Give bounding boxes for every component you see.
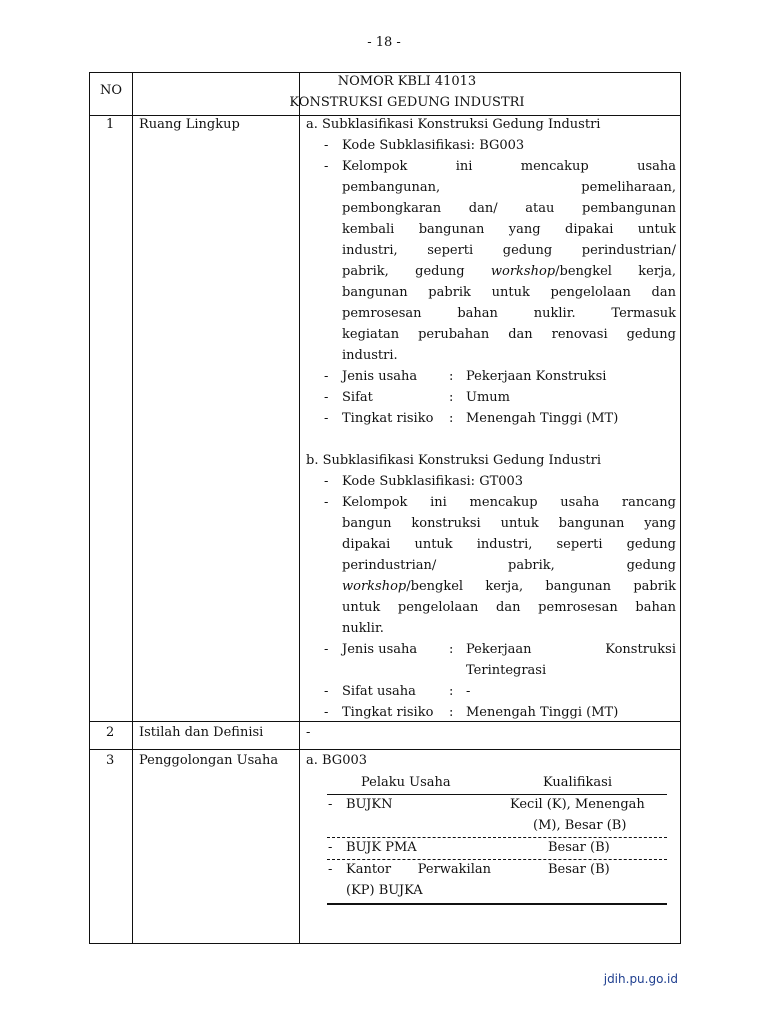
column-divider bbox=[132, 73, 133, 943]
section-a-desc-line: industri, seperti gedung perindustrian/ bbox=[342, 243, 676, 258]
column-divider bbox=[299, 73, 300, 943]
section-b-risiko-value: Menengah Tinggi (MT) bbox=[466, 705, 619, 720]
section-b-jenis-value-cont: Terintegrasi bbox=[466, 663, 547, 678]
section-b-desc-line: workshop/bengkel kerja, bangunan pabrik bbox=[342, 579, 676, 594]
row-label: Istilah dan Definisi bbox=[139, 725, 264, 740]
section-b-jenis-value: Pekerjaan Konstruksi bbox=[466, 642, 676, 657]
table-cell-pelaku: (KP) BUJKA bbox=[346, 883, 423, 898]
section-b-desc-line: Kelompok ini mencakup usaha rancang bbox=[342, 495, 676, 510]
table-cell-kualifikasi: (M), Besar (B) bbox=[533, 818, 627, 833]
table-col-header: Kualifikasi bbox=[543, 775, 612, 790]
table-col-header: Pelaku Usaha bbox=[361, 775, 451, 790]
page-number: - 18 - bbox=[367, 35, 401, 50]
section-b-heading: b. Subklasifikasi Konstruksi Gedung Industri bbox=[306, 453, 602, 468]
section-b-jenis-label: Jenis usaha bbox=[342, 642, 418, 657]
section-a-desc-line: Kelompok ini mencakup usaha bbox=[342, 159, 676, 174]
table-cell-kualifikasi: Besar (B) bbox=[548, 840, 610, 855]
row-no: 1 bbox=[106, 117, 115, 132]
section-a-desc-line: industri. bbox=[342, 348, 398, 363]
section-a-jenis-label: Jenis usaha bbox=[342, 369, 418, 384]
table-cell-pelaku: Kantor Perwakilan bbox=[346, 862, 491, 877]
row-label: Penggolongan Usaha bbox=[139, 753, 279, 768]
section-b-sifat-value: - bbox=[466, 684, 471, 699]
section-b-desc-line: nuklir. bbox=[342, 621, 384, 636]
table-cell-kualifikasi: Besar (B) bbox=[548, 862, 610, 877]
row-no: 3 bbox=[106, 753, 115, 768]
section-b-desc-line: perindustrian/ pabrik, gedung bbox=[342, 558, 676, 573]
section-a-desc-line: pemrosesan bahan nuklir. Termasuk bbox=[342, 306, 676, 321]
section-b-desc-line: untuk pengelolaan dan pemrosesan bahan bbox=[342, 600, 676, 615]
section-a-desc-line: pabrik, gedung workshop/bengkel kerja, bbox=[342, 264, 676, 279]
section-a-sifat-label: Sifat bbox=[342, 390, 373, 405]
table-cell-pelaku: BUJKN bbox=[346, 797, 393, 812]
row-no: 2 bbox=[106, 725, 115, 740]
header-no: NO bbox=[100, 83, 123, 98]
section-a-jenis-value: Pekerjaan Konstruksi bbox=[466, 369, 607, 384]
kbli-table: NO NOMOR KBLI 41013 KONSTRUKSI GEDUNG INDUSTRI 1 Ruang Lingkup a. Subklasifikasi Konstruksi Gedung Industri - Kode Subklasifikasi: BG003 - Kelompok ini mencakup usaha pembangunan, pemeliharaan, pembongkaran dan/ atau pembangunan kembali bangunan yang dipakai untuk industri, seperti gedung perindustrian/ pabrik, gedung workshop/bengkel kerja, bangunan pabrik untuk pengelolaan dan pemrosesan bahan nuklir. Termasuk kegiatan perubahan dan renovasi gedung industri. - Jenis usaha : Pekerjaan Konstruksi - Sifat : Umum - Tingkat risiko : Menengah Tinggi (MT) b. Subklasifikasi Konstruksi Gedung Industri - Kode Subklasifikasi: GT003 - Kelompok ini mencakup usaha rancang bangun konstruksi untuk bangunan yang dipakai untuk industri, seperti gedung perindustrian/ pabrik, gedung workshop/bengkel kerja, bangunan pabrik untuk pengelolaan dan pemrosesan bahan nuklir. - Jenis usaha : Pekerjaan Konstruksi Terintegrasi - Sifat usaha : - - Tingkat risiko : Menengah Tinggi (MT) 2 Istilah dan Definisi - 3 Penggolongan Usaha a. BG003 Pelaku Usaha Kualifikasi - BUJKN Kecil (K), Menengah (M), Besar (B) - BUJK PMA Besar (B) - Kantor Perwakilan (KP) BUJKA Besar (B) bbox=[89, 72, 681, 944]
row-value: - bbox=[306, 725, 311, 740]
header-title-line1: NOMOR KBLI 41013 bbox=[337, 74, 477, 89]
table-rule bbox=[327, 903, 667, 905]
section-a-sifat-value: Umum bbox=[466, 390, 510, 405]
table-cell-kualifikasi: Kecil (K), Menengah bbox=[510, 797, 645, 812]
section-b-sifat-label: Sifat usaha bbox=[342, 684, 416, 699]
section-b-risiko-label: Tingkat risiko bbox=[342, 705, 434, 720]
header-title-line2: KONSTRUKSI GEDUNG INDUSTRI bbox=[289, 95, 525, 110]
row-label: Ruang Lingkup bbox=[139, 117, 240, 132]
section-a-desc-line: pembangunan, pemeliharaan, bbox=[342, 180, 676, 195]
section-a-desc-line: kegiatan perubahan dan renovasi gedung bbox=[342, 327, 676, 342]
footer-link[interactable]: jdih.pu.go.id bbox=[603, 972, 678, 986]
section-heading: a. BG003 bbox=[306, 753, 368, 768]
section-b-desc-line: dipakai untuk industri, seperti gedung bbox=[342, 537, 676, 552]
section-a-heading: a. Subklasifikasi Konstruksi Gedung Industri bbox=[306, 117, 601, 132]
table-cell-pelaku: BUJK PMA bbox=[346, 840, 417, 855]
section-b-kode: Kode Subklasifikasi: GT003 bbox=[342, 474, 524, 489]
section-a-desc-line: pembongkaran dan/ atau pembangunan bbox=[342, 201, 676, 216]
section-a-desc-line: bangunan pabrik untuk pengelolaan dan bbox=[342, 285, 676, 300]
section-b-desc-line: bangun konstruksi untuk bangunan yang bbox=[342, 516, 676, 531]
section-a-risiko-label: Tingkat risiko bbox=[342, 411, 434, 426]
section-a-desc-line: kembali bangunan yang dipakai untuk bbox=[342, 222, 676, 237]
section-a-kode: Kode Subklasifikasi: BG003 bbox=[342, 138, 525, 153]
section-a-risiko-value: Menengah Tinggi (MT) bbox=[466, 411, 619, 426]
